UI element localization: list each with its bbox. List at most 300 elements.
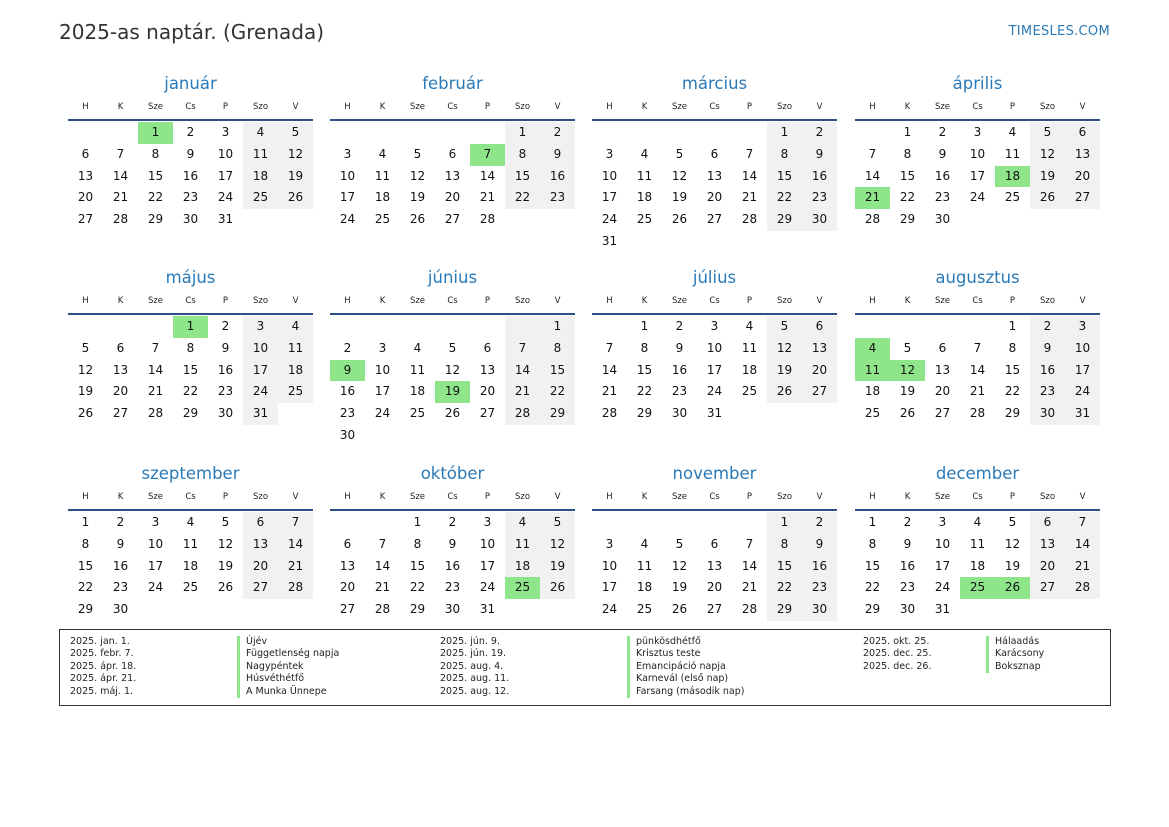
weekday-label: P [746,102,753,112]
day-grid [68,316,313,425]
day-cell: 26 [767,381,802,403]
day-cell: 20 [934,384,951,399]
day-cell: 31 [706,406,723,421]
day-cell: 17 [934,558,951,573]
day-cell: 21 [969,384,986,399]
weekday-label: V [816,296,823,306]
day-grid [68,122,313,231]
day-cell: 7 [151,340,160,355]
weekday-label: Szo [252,102,269,112]
day-cell: 10 [339,168,356,183]
day-cell: 16 [934,168,951,183]
empty-cell [278,599,313,621]
weekday-label: V [816,492,823,502]
day-cell: 22 [899,190,916,205]
weekday-label: H [82,492,89,502]
empty-cell [470,316,505,338]
day-cell: 22 [540,381,575,403]
day-cell: 12 [671,558,688,573]
day-cell: 7 [868,146,877,161]
day-cell: 14 [601,362,618,377]
weekday-label: P [222,102,229,112]
weekday-label: Cs [447,102,458,112]
weekday-label: H [606,492,613,502]
day-cell: 28 [741,212,758,227]
day-cell: 20 [112,384,129,399]
day-cell: 18 [636,190,653,205]
day-cell: 28 [864,212,881,227]
day-cell: 8 [413,536,422,551]
day-cell: 1 [413,515,422,529]
day-cell: 11 [1004,146,1021,161]
empty-cell [400,425,435,447]
day-cell: 9 [448,536,457,551]
day-cell: 9 [675,340,684,355]
day-cell: 18 [374,190,391,205]
day-cell: 13 [1030,534,1065,556]
weekday-label: Cs [972,102,983,112]
legend-date: 2025. máj. 1. [70,685,134,697]
weekday-label: Cs [447,296,458,306]
empty-cell [802,231,837,253]
day-cell: 21 [112,190,129,205]
empty-cell [732,512,767,534]
day-cell: 10 [479,536,496,551]
day-grid [855,316,1100,425]
day-cell: 24 [374,406,391,421]
day-cell: 11 [855,360,890,382]
day-cell: 21 [601,384,618,399]
empty-cell [330,512,365,534]
day-cell: 19 [1004,558,1021,573]
day-cell: 23 [934,190,951,205]
day-cell: 25 [278,381,313,403]
day-cell: 24 [1065,381,1100,403]
weekday-label: Cs [709,296,720,306]
empty-cell [925,316,960,338]
weekday-label: V [292,492,299,502]
day-cell: 15 [767,556,802,578]
empty-cell [505,209,540,231]
empty-cell [662,512,697,534]
month-augusztus [855,267,1100,425]
day-cell: 18 [182,558,199,573]
day-cell: 8 [81,536,90,551]
weekday-label: Sze [409,492,426,502]
day-cell: 22 [636,384,653,399]
day-cell: 14 [479,168,496,183]
day-cell: 29 [899,212,916,227]
weekday-label: Cs [185,492,196,502]
weekday-label: K [117,102,124,112]
empty-cell [505,599,540,621]
day-cell: 9 [1030,338,1065,360]
weekday-label: K [904,102,911,112]
day-cell: 10 [706,340,723,355]
weekday-label: Cs [185,102,196,112]
day-cell: 6 [243,512,278,534]
day-cell: 11 [636,558,653,573]
day-cell: 1 [868,515,877,529]
weekday-label: V [816,102,823,112]
month-name: július [692,268,737,287]
day-cell: 22 [864,580,881,595]
day-cell: 27 [444,212,461,227]
month-divider [330,313,575,315]
day-cell: 6 [81,146,90,161]
day-cell: 25 [409,406,426,421]
day-cell: 2 [1030,316,1065,338]
day-cell: 29 [864,602,881,617]
day-cell: 11 [409,362,426,377]
month-szeptember [68,463,313,621]
day-cell: 20 [243,556,278,578]
legend-dates-3 [863,636,931,673]
legend-holiday-name: pünkösdhétfő [627,636,744,648]
weekday-label: Cs [185,296,196,306]
empty-cell [330,316,365,338]
month-május [68,267,313,425]
month-name: június [427,268,478,287]
weekday-label: V [554,102,561,112]
day-cell: 16 [1030,360,1065,382]
day-cell: 17 [1065,360,1100,382]
day-cell: 17 [217,168,234,183]
day-cell: 9 [330,360,365,382]
day-cell: 26 [540,577,575,599]
day-cell: 2 [448,515,457,529]
day-cell: 27 [112,406,129,421]
empty-cell [365,512,400,534]
day-cell: 21 [741,580,758,595]
day-cell: 7 [505,338,540,360]
weekday-header [855,99,1100,115]
legend-date: 2025. ápr. 21. [70,673,137,685]
day-cell: 13 [444,168,461,183]
weekday-label: K [904,492,911,502]
empty-cell [1030,599,1065,621]
day-cell: 14 [112,168,129,183]
day-cell: 16 [540,166,575,188]
day-cell: 7 [973,340,982,355]
day-cell: 12 [77,362,94,377]
day-cell: 3 [243,316,278,338]
day-cell: 27 [1030,577,1065,599]
day-cell: 13 [706,558,723,573]
day-cell: 1 [767,122,802,144]
day-cell: 19 [435,381,470,403]
weekday-label: Szo [1039,492,1056,502]
empty-cell [662,231,697,253]
day-cell: 19 [540,556,575,578]
empty-cell [103,122,138,144]
legend-holiday-name: Újév [237,636,339,648]
day-cell: 26 [77,406,94,421]
day-cell: 19 [409,190,426,205]
day-cell: 4 [855,338,890,360]
empty-cell [802,403,837,425]
day-cell: 11 [505,534,540,556]
day-cell: 21 [855,187,890,209]
day-cell: 14 [505,360,540,382]
day-cell: 11 [278,338,313,360]
day-cell: 5 [81,340,90,355]
day-cell: 29 [636,406,653,421]
day-cell: 20 [479,384,496,399]
day-cell: 12 [890,360,925,382]
day-cell: 15 [540,360,575,382]
legend-date: 2025. febr. 7. [70,648,134,660]
day-cell: 29 [77,602,94,617]
day-cell: 31 [479,602,496,617]
day-cell: 16 [112,558,129,573]
month-name: szeptember [141,464,240,483]
day-cell: 7 [745,146,754,161]
day-grid [855,512,1100,621]
day-cell: 28 [601,406,618,421]
day-cell: 12 [278,144,313,166]
day-cell: 5 [903,340,912,355]
month-divider [855,313,1100,315]
weekday-label: Cs [972,492,983,502]
day-cell: 18 [243,166,278,188]
day-grid [330,316,575,447]
day-cell: 24 [706,384,723,399]
empty-cell [365,316,400,338]
day-cell: 28 [147,406,164,421]
day-cell: 17 [601,190,618,205]
day-cell: 17 [969,168,986,183]
day-cell: 19 [77,384,94,399]
day-cell: 29 [767,599,802,621]
day-cell: 24 [339,212,356,227]
empty-cell [697,512,732,534]
empty-cell [243,209,278,231]
weekday-label: H [869,492,876,502]
day-cell: 14 [374,558,391,573]
weekday-header [68,293,313,309]
month-divider [68,119,313,121]
day-cell: 17 [601,580,618,595]
empty-cell [470,425,505,447]
day-cell: 15 [409,558,426,573]
day-cell: 13 [77,168,94,183]
weekday-header [68,99,313,115]
day-cell: 27 [1065,187,1100,209]
day-cell: 20 [706,190,723,205]
weekday-label: Szo [252,296,269,306]
day-cell: 21 [278,556,313,578]
weekday-label: H [869,296,876,306]
day-cell: 2 [675,319,684,333]
day-cell: 18 [278,360,313,382]
empty-cell [540,209,575,231]
day-cell: 14 [864,168,881,183]
empty-cell [365,122,400,144]
empty-cell [697,122,732,144]
day-cell: 11 [243,144,278,166]
day-cell: 7 [116,146,125,161]
weekday-label: P [746,296,753,306]
day-cell: 18 [864,384,881,399]
day-cell: 15 [77,558,94,573]
day-cell: 30 [339,427,356,442]
day-cell: 25 [864,406,881,421]
day-cell: 1 [540,316,575,338]
day-cell: 6 [1030,512,1065,534]
month-március [592,73,837,253]
day-cell: 11 [374,168,391,183]
month-name: augusztus [935,268,1020,287]
day-cell: 25 [741,384,758,399]
day-cell: 23 [802,187,837,209]
weekday-label: H [82,102,89,112]
weekday-label: H [344,296,351,306]
day-cell: 7 [378,536,387,551]
day-cell: 6 [710,536,719,551]
weekday-label: Sze [934,296,951,306]
day-cell: 23 [540,187,575,209]
day-cell: 14 [741,558,758,573]
day-cell: 7 [278,512,313,534]
day-cell: 2 [116,515,125,529]
day-cell: 5 [221,515,230,529]
empty-cell [767,403,802,425]
day-cell: 2 [343,340,352,355]
day-cell: 4 [413,340,422,355]
page-title: 2025-as naptár. (Grenada) [59,20,325,44]
legend-holiday-name: Húsvéthétfő [237,673,339,685]
weekday-label: P [1009,296,1016,306]
day-cell: 1 [1008,319,1017,333]
empty-cell [627,122,662,144]
empty-cell [855,122,890,144]
day-cell: 21 [479,190,496,205]
empty-cell [960,599,995,621]
day-cell: 9 [802,534,837,556]
day-cell: 7 [1065,512,1100,534]
empty-cell [435,316,470,338]
day-cell: 20 [1030,556,1065,578]
day-grid [68,512,313,621]
day-cell: 6 [116,340,125,355]
weekday-label: P [1009,492,1016,502]
empty-cell [68,122,103,144]
day-cell: 23 [802,577,837,599]
weekday-label: P [484,296,491,306]
empty-cell [960,316,995,338]
day-cell: 10 [601,558,618,573]
day-cell: 14 [741,168,758,183]
empty-cell [627,231,662,253]
day-cell: 17 [339,190,356,205]
day-cell: 9 [221,340,230,355]
legend-names-3 [986,636,1044,673]
day-cell: 16 [217,362,234,377]
day-cell: 4 [973,515,982,529]
day-cell: 19 [1030,166,1065,188]
day-cell: 31 [934,602,951,617]
day-cell: 6 [802,316,837,338]
day-cell: 27 [934,406,951,421]
day-cell: 8 [505,144,540,166]
day-cell: 27 [479,406,496,421]
day-cell: 28 [1065,577,1100,599]
site-link[interactable]: TIMESLES.COM [1008,24,1110,39]
weekday-header [330,489,575,505]
empty-cell [435,425,470,447]
day-cell: 21 [505,381,540,403]
day-cell: 2 [938,125,947,139]
weekday-header [855,293,1100,309]
day-cell: 18 [505,556,540,578]
day-cell: 4 [378,146,387,161]
day-cell: 5 [1008,515,1017,529]
weekday-label: V [1079,492,1086,502]
day-cell: 9 [802,144,837,166]
day-cell: 19 [217,558,234,573]
day-cell: 14 [1065,534,1100,556]
day-cell: 26 [409,212,426,227]
empty-cell [138,599,173,621]
empty-cell [592,316,627,338]
legend-date: 2025. ápr. 18. [70,660,137,672]
empty-cell [592,122,627,144]
day-cell: 6 [448,146,457,161]
empty-cell [662,122,697,144]
day-cell: 25 [243,187,278,209]
day-cell: 26 [671,602,688,617]
day-cell: 25 [636,212,653,227]
day-cell: 29 [409,602,426,617]
day-cell: 14 [147,362,164,377]
weekday-label: K [641,492,648,502]
legend-holiday-name: Függetlenség napja [237,648,339,660]
day-cell: 15 [1004,362,1021,377]
empty-cell [505,425,540,447]
day-cell: 1 [903,125,912,139]
day-cell: 31 [601,233,618,248]
day-cell: 10 [934,536,951,551]
day-cell: 8 [540,338,575,360]
day-cell: 15 [182,362,199,377]
day-cell: 27 [77,212,94,227]
day-cell: 27 [802,381,837,403]
day-cell: 26 [995,577,1030,599]
day-cell: 12 [671,168,688,183]
month-name: március [681,74,748,93]
day-cell: 23 [444,580,461,595]
empty-cell [627,512,662,534]
day-cell: 24 [479,580,496,595]
day-cell: 20 [802,360,837,382]
day-grid [592,512,837,621]
day-cell: 25 [636,602,653,617]
month-október [330,463,575,621]
weekday-label: Sze [934,102,951,112]
day-cell: 23 [112,580,129,595]
legend-holiday-name: Emancipáció napja [627,661,744,673]
day-cell: 21 [741,190,758,205]
empty-cell [103,316,138,338]
month-január [68,73,313,231]
weekday-label: V [292,102,299,112]
day-cell: 25 [374,212,391,227]
day-cell: 30 [444,602,461,617]
empty-cell [138,316,173,338]
day-cell: 25 [1004,190,1021,205]
day-cell: 30 [802,209,837,231]
